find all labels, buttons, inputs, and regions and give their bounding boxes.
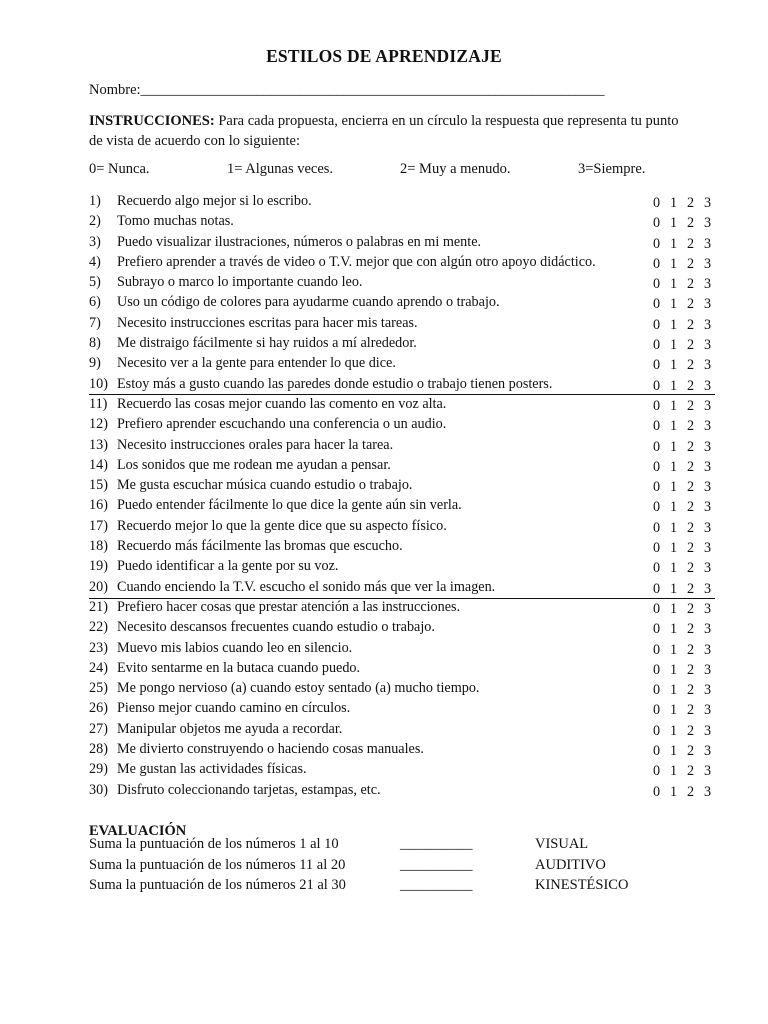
option-1[interactable]: 1 [670, 255, 678, 272]
option-2[interactable]: 2 [687, 316, 695, 333]
list-item [89, 658, 715, 678]
option-2[interactable]: 2 [687, 438, 695, 455]
item-number: 26) [89, 700, 108, 717]
option-1[interactable]: 1 [670, 580, 678, 597]
option-2[interactable]: 2 [687, 600, 695, 617]
item-number: 24) [89, 659, 108, 676]
option-2[interactable]: 2 [687, 235, 695, 252]
option-1[interactable]: 1 [670, 276, 678, 293]
style-name: AUDITIVO [535, 857, 606, 873]
option-2[interactable]: 2 [687, 783, 695, 800]
option-1[interactable]: 1 [670, 357, 678, 374]
item-number: 27) [89, 720, 108, 737]
score-blank[interactable]: __________ [400, 836, 473, 852]
option-3[interactable]: 3 [704, 296, 712, 313]
item-number: 12) [89, 416, 108, 433]
item-text: Tomo muchas notas. [117, 213, 234, 230]
option-3[interactable]: 3 [704, 479, 712, 496]
list-item [89, 678, 715, 698]
option-3[interactable]: 3 [704, 438, 712, 455]
item-number: 4) [89, 253, 101, 270]
option-2[interactable]: 2 [687, 357, 695, 374]
option-0[interactable]: 0 [653, 479, 661, 496]
list-item [89, 516, 715, 536]
option-3[interactable]: 3 [704, 783, 712, 800]
option-1[interactable]: 1 [670, 377, 678, 394]
list-item [89, 252, 715, 272]
page-title: ESTILOS DE APRENDIZAJE [266, 46, 502, 66]
scale-legend [89, 161, 689, 181]
option-1[interactable]: 1 [670, 438, 678, 455]
item-text: Evito sentarme en la butaca cuando puedo. [117, 659, 361, 676]
item-text: Puedo entender fácilmente lo que dice la gente aún sin verla. [117, 497, 462, 514]
item-text: Necesito instrucciones orales para hacer la tarea. [117, 436, 394, 453]
evaluation-label: Suma la puntuación de los números 11 al 20 [89, 857, 346, 873]
item-text: Recuerdo las cosas mejor cuando las comento en voz alta. [117, 395, 447, 412]
option-2[interactable]: 2 [687, 479, 695, 496]
option-1[interactable]: 1 [670, 540, 678, 557]
option-1[interactable]: 1 [670, 621, 678, 638]
option-3[interactable]: 3 [704, 763, 712, 780]
list-item [89, 780, 715, 800]
item-text: Disfruto coleccionando tarjetas, estampas, etc. [117, 781, 381, 798]
item-text: Me gusta escuchar música cuando estudio o trabajo. [117, 477, 413, 494]
option-0[interactable]: 0 [653, 235, 661, 252]
item-text: Me divierto construyendo o haciendo cosas manuales. [117, 741, 424, 758]
item-number: 30) [89, 781, 108, 798]
item-text: Recuerdo más fácilmente las bromas que escucho. [117, 538, 403, 555]
item-text: Necesito instrucciones escritas para hacer mis tareas. [117, 314, 418, 331]
item-text: Subrayo o marco lo importante cuando leo. [117, 274, 363, 291]
option-0[interactable]: 0 [653, 337, 661, 354]
option-1[interactable]: 1 [670, 722, 678, 739]
item-number: 6) [89, 294, 101, 311]
score-blank[interactable]: __________ [400, 857, 473, 873]
option-1[interactable]: 1 [670, 397, 678, 414]
option-3[interactable]: 3 [704, 661, 712, 678]
list-item [89, 536, 715, 556]
item-number: 22) [89, 619, 108, 636]
item-number: 7) [89, 314, 101, 331]
option-1[interactable]: 1 [670, 296, 678, 313]
item-text: Prefiero aprender a través de video o T.V. mejor que con algún otro apoyo didáctico. [117, 253, 596, 270]
option-1[interactable]: 1 [670, 337, 678, 354]
item-number: 14) [89, 456, 108, 473]
option-3[interactable]: 3 [704, 621, 712, 638]
option-2[interactable]: 2 [687, 397, 695, 414]
option-1[interactable]: 1 [670, 519, 678, 536]
option-3[interactable]: 3 [704, 397, 712, 414]
option-2[interactable]: 2 [687, 682, 695, 699]
option-0[interactable]: 0 [653, 600, 661, 617]
item-text: Cuando enciendo la T.V. escucho el sonido más que ver la imagen. [117, 578, 496, 595]
questionnaire-items [89, 191, 715, 800]
option-2[interactable]: 2 [687, 580, 695, 597]
list-item [89, 394, 715, 414]
item-number: 1) [89, 193, 101, 209]
option-0[interactable]: 0 [653, 438, 661, 455]
option-3[interactable]: 3 [704, 316, 712, 333]
scale-0: 0= Nunca. [89, 161, 150, 177]
option-1[interactable]: 1 [670, 235, 678, 252]
section-divider-2 [89, 598, 715, 599]
option-1[interactable]: 1 [670, 479, 678, 496]
option-0[interactable]: 0 [653, 641, 661, 658]
list-item [89, 353, 715, 373]
list-item [89, 435, 715, 455]
option-2[interactable]: 2 [687, 519, 695, 536]
option-3[interactable]: 3 [704, 357, 712, 374]
style-name: VISUAL [535, 836, 589, 852]
item-number: 20) [89, 578, 108, 595]
option-3[interactable]: 3 [704, 215, 712, 232]
option-0[interactable]: 0 [653, 661, 661, 678]
list-item [89, 617, 715, 637]
list-item [89, 211, 715, 231]
instructions-text: Para cada propuesta, encierra en un círculo la respuesta que representa tu punto de vista de acuerdo con lo siguiente: [89, 113, 679, 149]
item-number: 28) [89, 741, 108, 758]
item-number: 16) [89, 497, 108, 514]
option-0[interactable]: 0 [653, 499, 661, 516]
list-item [89, 232, 715, 252]
option-1[interactable]: 1 [670, 600, 678, 617]
evaluation-label: Suma la puntuación de los números 21 al 30 [89, 877, 346, 893]
option-0[interactable]: 0 [653, 560, 661, 577]
option-2[interactable]: 2 [687, 195, 695, 211]
option-2[interactable]: 2 [687, 255, 695, 272]
item-text: Manipular objetos me ayuda a recordar. [117, 720, 343, 737]
option-0[interactable]: 0 [653, 580, 661, 597]
option-2[interactable]: 2 [687, 702, 695, 719]
option-0[interactable]: 0 [653, 519, 661, 536]
option-3[interactable]: 3 [704, 519, 712, 536]
option-0[interactable]: 0 [653, 296, 661, 313]
option-0[interactable]: 0 [653, 418, 661, 435]
list-item [89, 698, 715, 718]
list-item [89, 374, 715, 394]
item-number: 2) [89, 213, 101, 230]
option-3[interactable]: 3 [704, 580, 712, 597]
list-item [89, 414, 715, 434]
option-1[interactable]: 1 [670, 499, 678, 516]
option-2[interactable]: 2 [687, 661, 695, 678]
evaluation-title: EVALUACIÓN [89, 823, 187, 839]
option-0[interactable]: 0 [653, 763, 661, 780]
scale-1: 1= Algunas veces. [227, 161, 334, 177]
item-text: Uso un código de colores para ayudarme cuando aprendo o trabajo. [117, 294, 500, 311]
item-number: 3) [89, 233, 101, 250]
list-item [89, 759, 715, 779]
option-2[interactable]: 2 [687, 418, 695, 435]
option-3[interactable]: 3 [704, 418, 712, 435]
list-item [89, 333, 715, 353]
list-item [89, 739, 715, 759]
item-number: 8) [89, 335, 101, 352]
option-1[interactable]: 1 [670, 560, 678, 577]
option-3[interactable]: 3 [704, 540, 712, 557]
item-text: Necesito descansos frecuentes cuando estudio o trabajo. [117, 619, 435, 636]
item-text: Puedo identificar a la gente por su voz. [117, 558, 339, 575]
option-2[interactable]: 2 [687, 296, 695, 313]
list-item [89, 292, 715, 312]
option-3[interactable]: 3 [704, 682, 712, 699]
name-line: ________________________________________________________________ [140, 82, 605, 98]
item-text: Puedo visualizar ilustraciones, números o palabras en mi mente. [117, 233, 482, 250]
name-label: Nombre: [89, 82, 141, 98]
item-number: 5) [89, 274, 101, 291]
style-name: KINESTÉSICO [535, 877, 629, 893]
option-2[interactable]: 2 [687, 377, 695, 394]
list-item [89, 272, 715, 292]
option-1[interactable]: 1 [670, 743, 678, 760]
item-text: Estoy más a gusto cuando las paredes donde estudio o trabajo tienen posters. [117, 375, 553, 392]
option-2[interactable]: 2 [687, 540, 695, 557]
instructions-label: INSTRUCCIONES: [89, 113, 215, 129]
option-2[interactable]: 2 [687, 560, 695, 577]
list-item [89, 475, 715, 495]
option-0[interactable]: 0 [653, 195, 661, 211]
evaluation-row [89, 836, 689, 856]
item-text: Necesito ver a la gente para entender lo que dice. [117, 355, 396, 372]
option-0[interactable]: 0 [653, 377, 661, 394]
item-number: 13) [89, 436, 108, 453]
option-3[interactable]: 3 [704, 195, 712, 211]
section-divider-1 [89, 394, 715, 395]
option-3[interactable]: 3 [704, 337, 712, 354]
item-text: Pienso mejor cuando camino en círculos. [117, 700, 351, 717]
option-3[interactable]: 3 [704, 722, 712, 739]
list-item [89, 638, 715, 658]
scale-2: 2= Muy a menudo. [400, 161, 511, 177]
option-3[interactable]: 3 [704, 458, 712, 475]
option-1[interactable]: 1 [670, 641, 678, 658]
option-2[interactable]: 2 [687, 499, 695, 516]
item-number: 11) [89, 395, 108, 412]
option-1[interactable]: 1 [670, 661, 678, 678]
option-3[interactable]: 3 [704, 743, 712, 760]
option-0[interactable]: 0 [653, 316, 661, 333]
option-0[interactable]: 0 [653, 682, 661, 699]
item-text: Me gustan las actividades físicas. [117, 761, 307, 778]
option-3[interactable]: 3 [704, 560, 712, 577]
score-blank[interactable]: __________ [400, 877, 473, 893]
item-number: 9) [89, 355, 101, 372]
item-text: Recuerdo mejor lo que la gente dice que su aspecto físico. [117, 517, 447, 534]
option-3[interactable]: 3 [704, 235, 712, 252]
scale-3: 3=Siempre. [578, 161, 646, 177]
item-number: 18) [89, 538, 108, 555]
item-number: 10) [89, 375, 108, 392]
item-text: Prefiero aprender escuchando una conferencia o un audio. [117, 416, 447, 433]
option-3[interactable]: 3 [704, 255, 712, 272]
list-item [89, 495, 715, 515]
list-item [89, 597, 715, 617]
option-1[interactable]: 1 [670, 783, 678, 800]
item-number: 23) [89, 639, 108, 656]
item-text: Me distraigo fácilmente si hay ruidos a mí alrededor. [117, 335, 417, 352]
item-text: Recuerdo algo mejor si lo escribo. [117, 193, 312, 209]
option-2[interactable]: 2 [687, 621, 695, 638]
option-1[interactable]: 1 [670, 215, 678, 232]
option-0[interactable]: 0 [653, 215, 661, 232]
option-0[interactable]: 0 [653, 397, 661, 414]
item-number: 21) [89, 598, 108, 615]
option-0[interactable]: 0 [653, 276, 661, 293]
evaluation-label: Suma la puntuación de los números 1 al 10 [89, 836, 339, 852]
item-text: Los sonidos que me rodean me ayudan a pensar. [117, 456, 391, 473]
item-number: 29) [89, 761, 108, 778]
option-1[interactable]: 1 [670, 458, 678, 475]
item-number: 19) [89, 558, 108, 575]
option-2[interactable]: 2 [687, 641, 695, 658]
option-0[interactable]: 0 [653, 722, 661, 739]
list-item [89, 577, 715, 597]
list-item [89, 313, 715, 333]
option-3[interactable]: 3 [704, 276, 712, 293]
option-1[interactable]: 1 [670, 195, 678, 211]
name-field[interactable] [89, 82, 605, 99]
option-0[interactable]: 0 [653, 743, 661, 760]
option-3[interactable]: 3 [704, 600, 712, 617]
option-2[interactable]: 2 [687, 337, 695, 354]
option-1[interactable]: 1 [670, 763, 678, 780]
list-item [89, 455, 715, 475]
option-0[interactable]: 0 [653, 255, 661, 272]
option-1[interactable]: 1 [670, 316, 678, 333]
item-text: Me pongo nervioso (a) cuando estoy sentado (a) mucho tiempo. [117, 680, 480, 697]
option-1[interactable]: 1 [670, 702, 678, 719]
option-2[interactable]: 2 [687, 276, 695, 293]
list-item [89, 719, 715, 739]
option-0[interactable]: 0 [653, 783, 661, 800]
item-number: 15) [89, 477, 108, 494]
item-text: Prefiero hacer cosas que prestar atención a las instrucciones. [117, 598, 461, 615]
option-3[interactable]: 3 [704, 641, 712, 658]
list-item [89, 556, 715, 576]
evaluation-row [89, 877, 689, 897]
item-number: 25) [89, 680, 108, 697]
option-3[interactable]: 3 [704, 499, 712, 516]
item-number: 17) [89, 517, 108, 534]
option-2[interactable]: 2 [687, 722, 695, 739]
item-text: Muevo mis labios cuando leo en silencio. [117, 639, 353, 656]
option-0[interactable]: 0 [653, 621, 661, 638]
option-1[interactable]: 1 [670, 418, 678, 435]
list-item [89, 191, 715, 211]
option-3[interactable]: 3 [704, 377, 712, 394]
option-3[interactable]: 3 [704, 702, 712, 719]
evaluation-row [89, 857, 689, 877]
option-2[interactable]: 2 [687, 743, 695, 760]
option-1[interactable]: 1 [670, 682, 678, 699]
option-2[interactable]: 2 [687, 458, 695, 475]
option-2[interactable]: 2 [687, 215, 695, 232]
option-2[interactable]: 2 [687, 763, 695, 780]
option-0[interactable]: 0 [653, 540, 661, 557]
option-0[interactable]: 0 [653, 702, 661, 719]
instructions [89, 111, 679, 151]
option-0[interactable]: 0 [653, 458, 661, 475]
option-0[interactable]: 0 [653, 357, 661, 374]
